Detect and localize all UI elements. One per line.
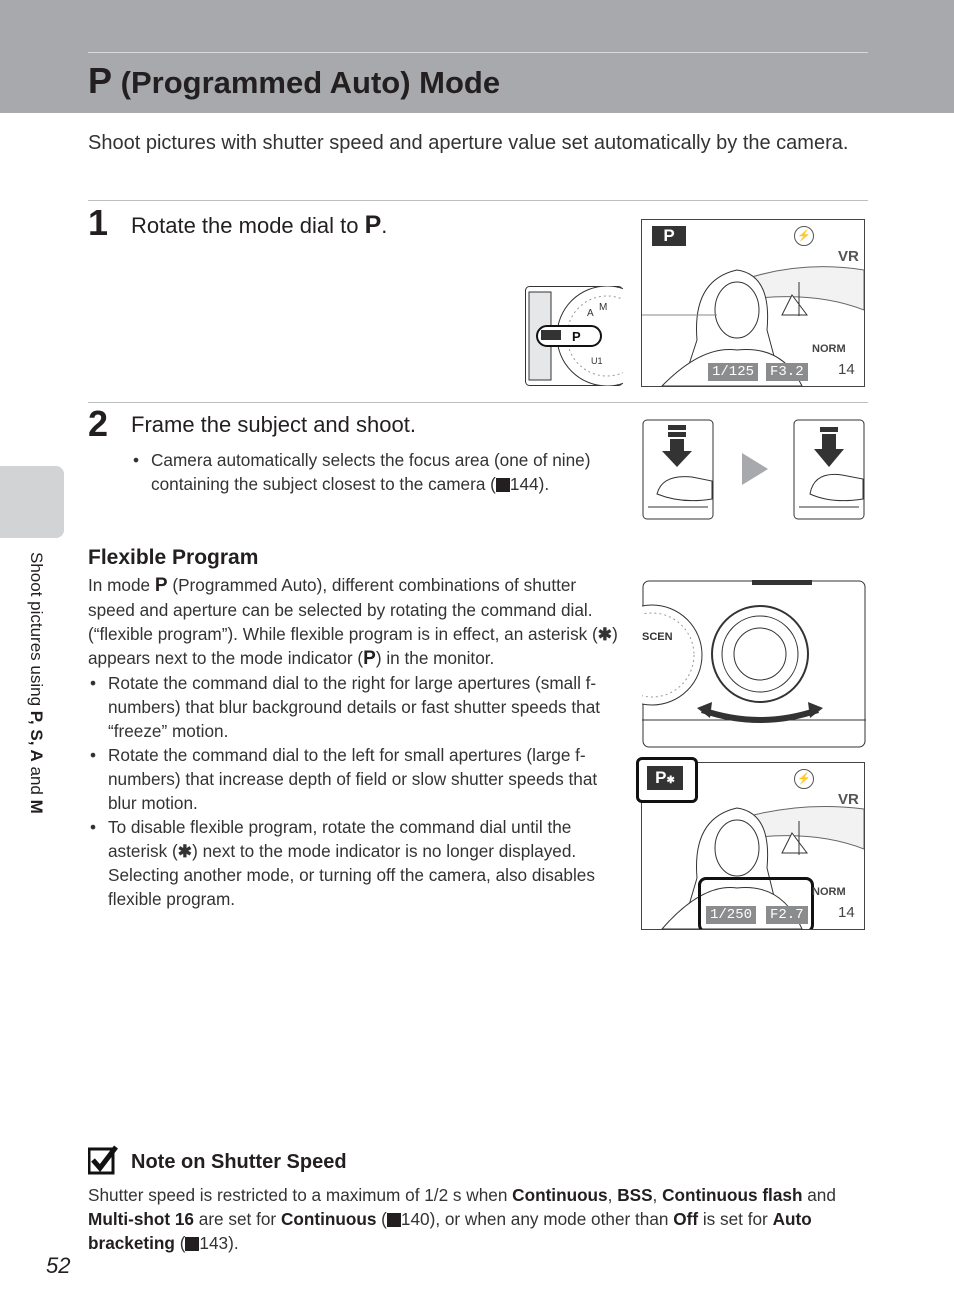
note-text: ( (174, 1233, 186, 1253)
shutter-speed: 1/250 (706, 906, 756, 924)
note-text: ). (228, 1233, 239, 1253)
flash-icon: ⚡ (794, 226, 814, 246)
step-2-number: 2 (88, 403, 109, 444)
note-text: ( (376, 1209, 387, 1229)
page-number: 52 (46, 1253, 71, 1278)
note-text: are set for (194, 1209, 281, 1229)
intro-paragraph: Shoot pictures with shutter speed and aperture value set automatically by the camera. (88, 132, 849, 154)
list-item: • Rotate the command dial to the right for large apertures (small f-numbers) that blur background details or fast shutter speeds that “freeze” motion. (88, 671, 618, 743)
section-tab-label (26, 552, 46, 814)
shutter-button-icon (642, 419, 866, 520)
svg-text:P: P (572, 329, 581, 344)
step-1-number: 1 (88, 202, 109, 243)
note-text: ), or when any mode other than (429, 1209, 674, 1229)
flexible-intro-text-4: ) in the monitor. (375, 648, 495, 668)
note-text: Shutter speed is restricted to a maximum of 1/2 s when (88, 1185, 513, 1205)
frames-remaining: 14 (838, 361, 855, 378)
step-1-mode: P (364, 211, 382, 239)
flash-icon: ⚡ (794, 769, 814, 789)
section-tab-m: M (27, 799, 46, 814)
flexible-mode-icon (647, 766, 683, 790)
flexible-program-body (88, 573, 618, 911)
note-keyword: Off (673, 1209, 699, 1229)
flexible-intro-text-2: (Programmed Auto), different combinations of shutter speed and aperture can be selected by rotating the command dial. (“flexible program”). While flexible program is in effect, an asterisk ( (88, 575, 598, 644)
page-ref-icon (496, 478, 510, 492)
command-dial-illustration (642, 580, 866, 748)
command-dial-icon (642, 580, 866, 748)
note-keyword: BSS (617, 1185, 653, 1205)
frames-remaining: 14 (838, 904, 855, 921)
note-heading: Note on Shutter Speed (131, 1151, 347, 1173)
flexible-mode-indicator (636, 757, 698, 803)
svg-text:M: M (599, 302, 608, 313)
step-2-title: Frame the subject and shoot. (131, 412, 416, 437)
title-text: (Programmed Auto) Mode (112, 65, 501, 100)
mode-letter: P (154, 575, 168, 596)
flexible-bullet-3a: To disable flexible program, rotate the command dial until the asterisk ( (108, 817, 572, 861)
step-2-ref: 144 (509, 474, 539, 494)
list-item (131, 448, 591, 496)
mode-indicator (652, 226, 686, 246)
note-text: is set for (698, 1209, 773, 1229)
flexible-bullet-3b: ) next to the mode indicator is no longer displayed. Selecting another mode, or turning off the camera, also disables flexible program. (108, 841, 595, 909)
svg-text:SCEN: SCEN (642, 631, 673, 643)
asterisk-icon: ✱ (666, 775, 675, 786)
check-icon (88, 1145, 118, 1175)
step-2-bullet (131, 448, 591, 496)
flexible-intro-text-3: ) appears next to the mode indicator ( (88, 624, 618, 668)
image-quality-indicator: NORM (812, 343, 846, 355)
image-quality-indicator: NORM (812, 886, 846, 898)
mode-letter-2: P (363, 648, 376, 669)
page-title (88, 60, 500, 102)
note-text: , (652, 1185, 663, 1205)
mode-dial-icon (525, 286, 623, 386)
mode-indicator-label: P (663, 226, 675, 245)
note-keyword: Auto bracketing (88, 1209, 812, 1253)
note-ref: 140 (400, 1209, 430, 1229)
section-tab (0, 466, 64, 538)
step-1-title-end: . (381, 213, 388, 238)
shutter-speed: 1/125 (708, 363, 758, 381)
mode-dial-illustration (525, 286, 623, 386)
step-1-monitor (641, 219, 865, 387)
title-mode-letter: P (88, 60, 113, 101)
divider-2 (88, 402, 868, 403)
flexible-program-heading: Flexible Program (88, 546, 259, 569)
section-tab-text: Shoot pictures using (27, 552, 46, 711)
flexible-intro-text: In mode (88, 575, 151, 595)
header-rule (88, 52, 868, 53)
checkmark-icon (88, 1145, 118, 1175)
note-text: , (607, 1185, 618, 1205)
flexible-intro (88, 573, 618, 671)
vr-icon: VR (838, 248, 859, 265)
section-tab-and: and (27, 761, 46, 800)
step-2-bullet-end: ). (538, 474, 550, 494)
svg-text:A: A (587, 308, 594, 319)
flexible-mode-letter: P (655, 768, 667, 787)
note-keyword: Continuous flash (662, 1185, 803, 1205)
note-body (88, 1183, 868, 1255)
flexible-asterisk-icon: ✱ (597, 624, 613, 644)
note-ref: 143 (199, 1233, 229, 1253)
shutter-press-illustration (642, 419, 866, 520)
note-text: and (802, 1185, 836, 1205)
aperture: F2.7 (766, 906, 808, 924)
svg-text:U1: U1 (591, 356, 603, 366)
list-item: • Rotate the command dial to the left for small apertures (large f-numbers) that increase depth of field or slow shutter speeds that blur motion. (88, 743, 618, 815)
page-ref-icon (387, 1213, 401, 1227)
note-keyword: Multi-shot 16 (88, 1209, 194, 1229)
aperture: F3.2 (766, 363, 808, 381)
step-1-title-text: Rotate the mode dial to (131, 213, 365, 238)
section-tab-modes: P, S, A (27, 710, 46, 762)
list-item (88, 815, 618, 911)
divider-1 (88, 200, 868, 201)
step-2-bullet-text: Camera automatically selects the focus area (one of nine) containing the subject closest to the camera ( (151, 450, 591, 494)
page-ref-icon (185, 1237, 199, 1251)
note-keyword: Continuous (512, 1185, 608, 1205)
step-1-title (131, 211, 387, 240)
flexible-asterisk-icon: ✱ (177, 841, 193, 861)
note-keyword: Continuous (280, 1209, 377, 1229)
vr-icon: VR (838, 791, 859, 808)
